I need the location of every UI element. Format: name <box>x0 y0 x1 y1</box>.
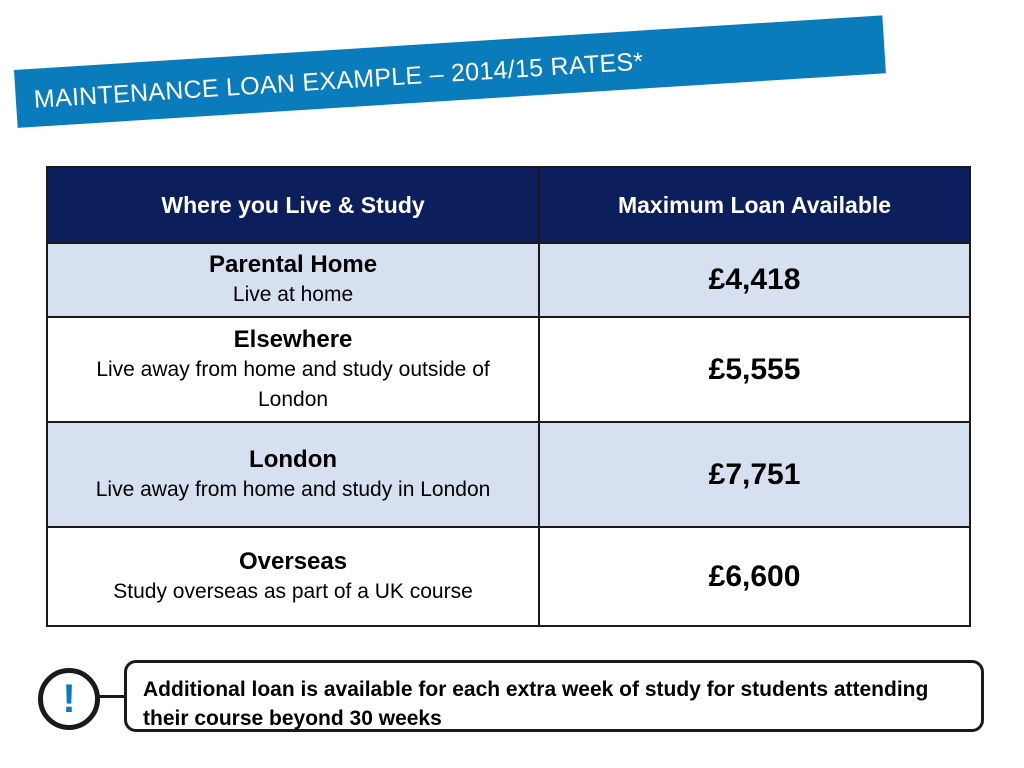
table-row <box>47 527 970 626</box>
loan-amount: £4,418 <box>708 263 801 296</box>
loan-amount: £6,600 <box>708 559 801 593</box>
title-banner <box>14 15 886 128</box>
amount-cell <box>539 243 970 317</box>
table-row <box>47 317 970 422</box>
location-description: Study overseas as part of a UK course <box>113 579 473 603</box>
table-header-row <box>47 167 970 243</box>
location-name: Parental Home <box>209 251 378 278</box>
column-header-where: Where you Live & Study <box>47 167 539 243</box>
note-text: Additional loan is available for each extra week of study for students attending their course beyond 30 weeks <box>143 678 929 730</box>
exclamation-icon <box>38 668 100 730</box>
location-name: Overseas <box>238 547 348 575</box>
callout-connector <box>96 695 126 698</box>
table-row <box>47 422 970 527</box>
amount-cell <box>539 527 970 626</box>
location-cell <box>47 317 539 422</box>
location-description: Live away from home and study outside of London <box>96 357 490 411</box>
table-row <box>47 243 970 317</box>
location-cell <box>47 527 539 626</box>
location-description: Live at home <box>232 283 354 306</box>
location-cell <box>47 422 539 527</box>
loan-amount: £7,751 <box>708 457 801 491</box>
location-name: Elsewhere <box>233 325 353 353</box>
loan-table <box>46 166 971 627</box>
location-cell <box>47 243 539 317</box>
note-callout <box>124 660 984 732</box>
location-name: London <box>249 445 338 473</box>
amount-cell <box>539 422 970 527</box>
exclamation-mark: ! <box>62 677 76 721</box>
page-title: MAINTENANCE LOAN EXAMPLE – 2014/15 RATES* <box>33 46 645 114</box>
amount-cell <box>539 317 970 422</box>
column-header-max-loan: Maximum Loan Available <box>539 167 970 243</box>
location-description: Live away from home and study in London <box>95 477 491 501</box>
loan-amount: £5,555 <box>708 352 801 386</box>
